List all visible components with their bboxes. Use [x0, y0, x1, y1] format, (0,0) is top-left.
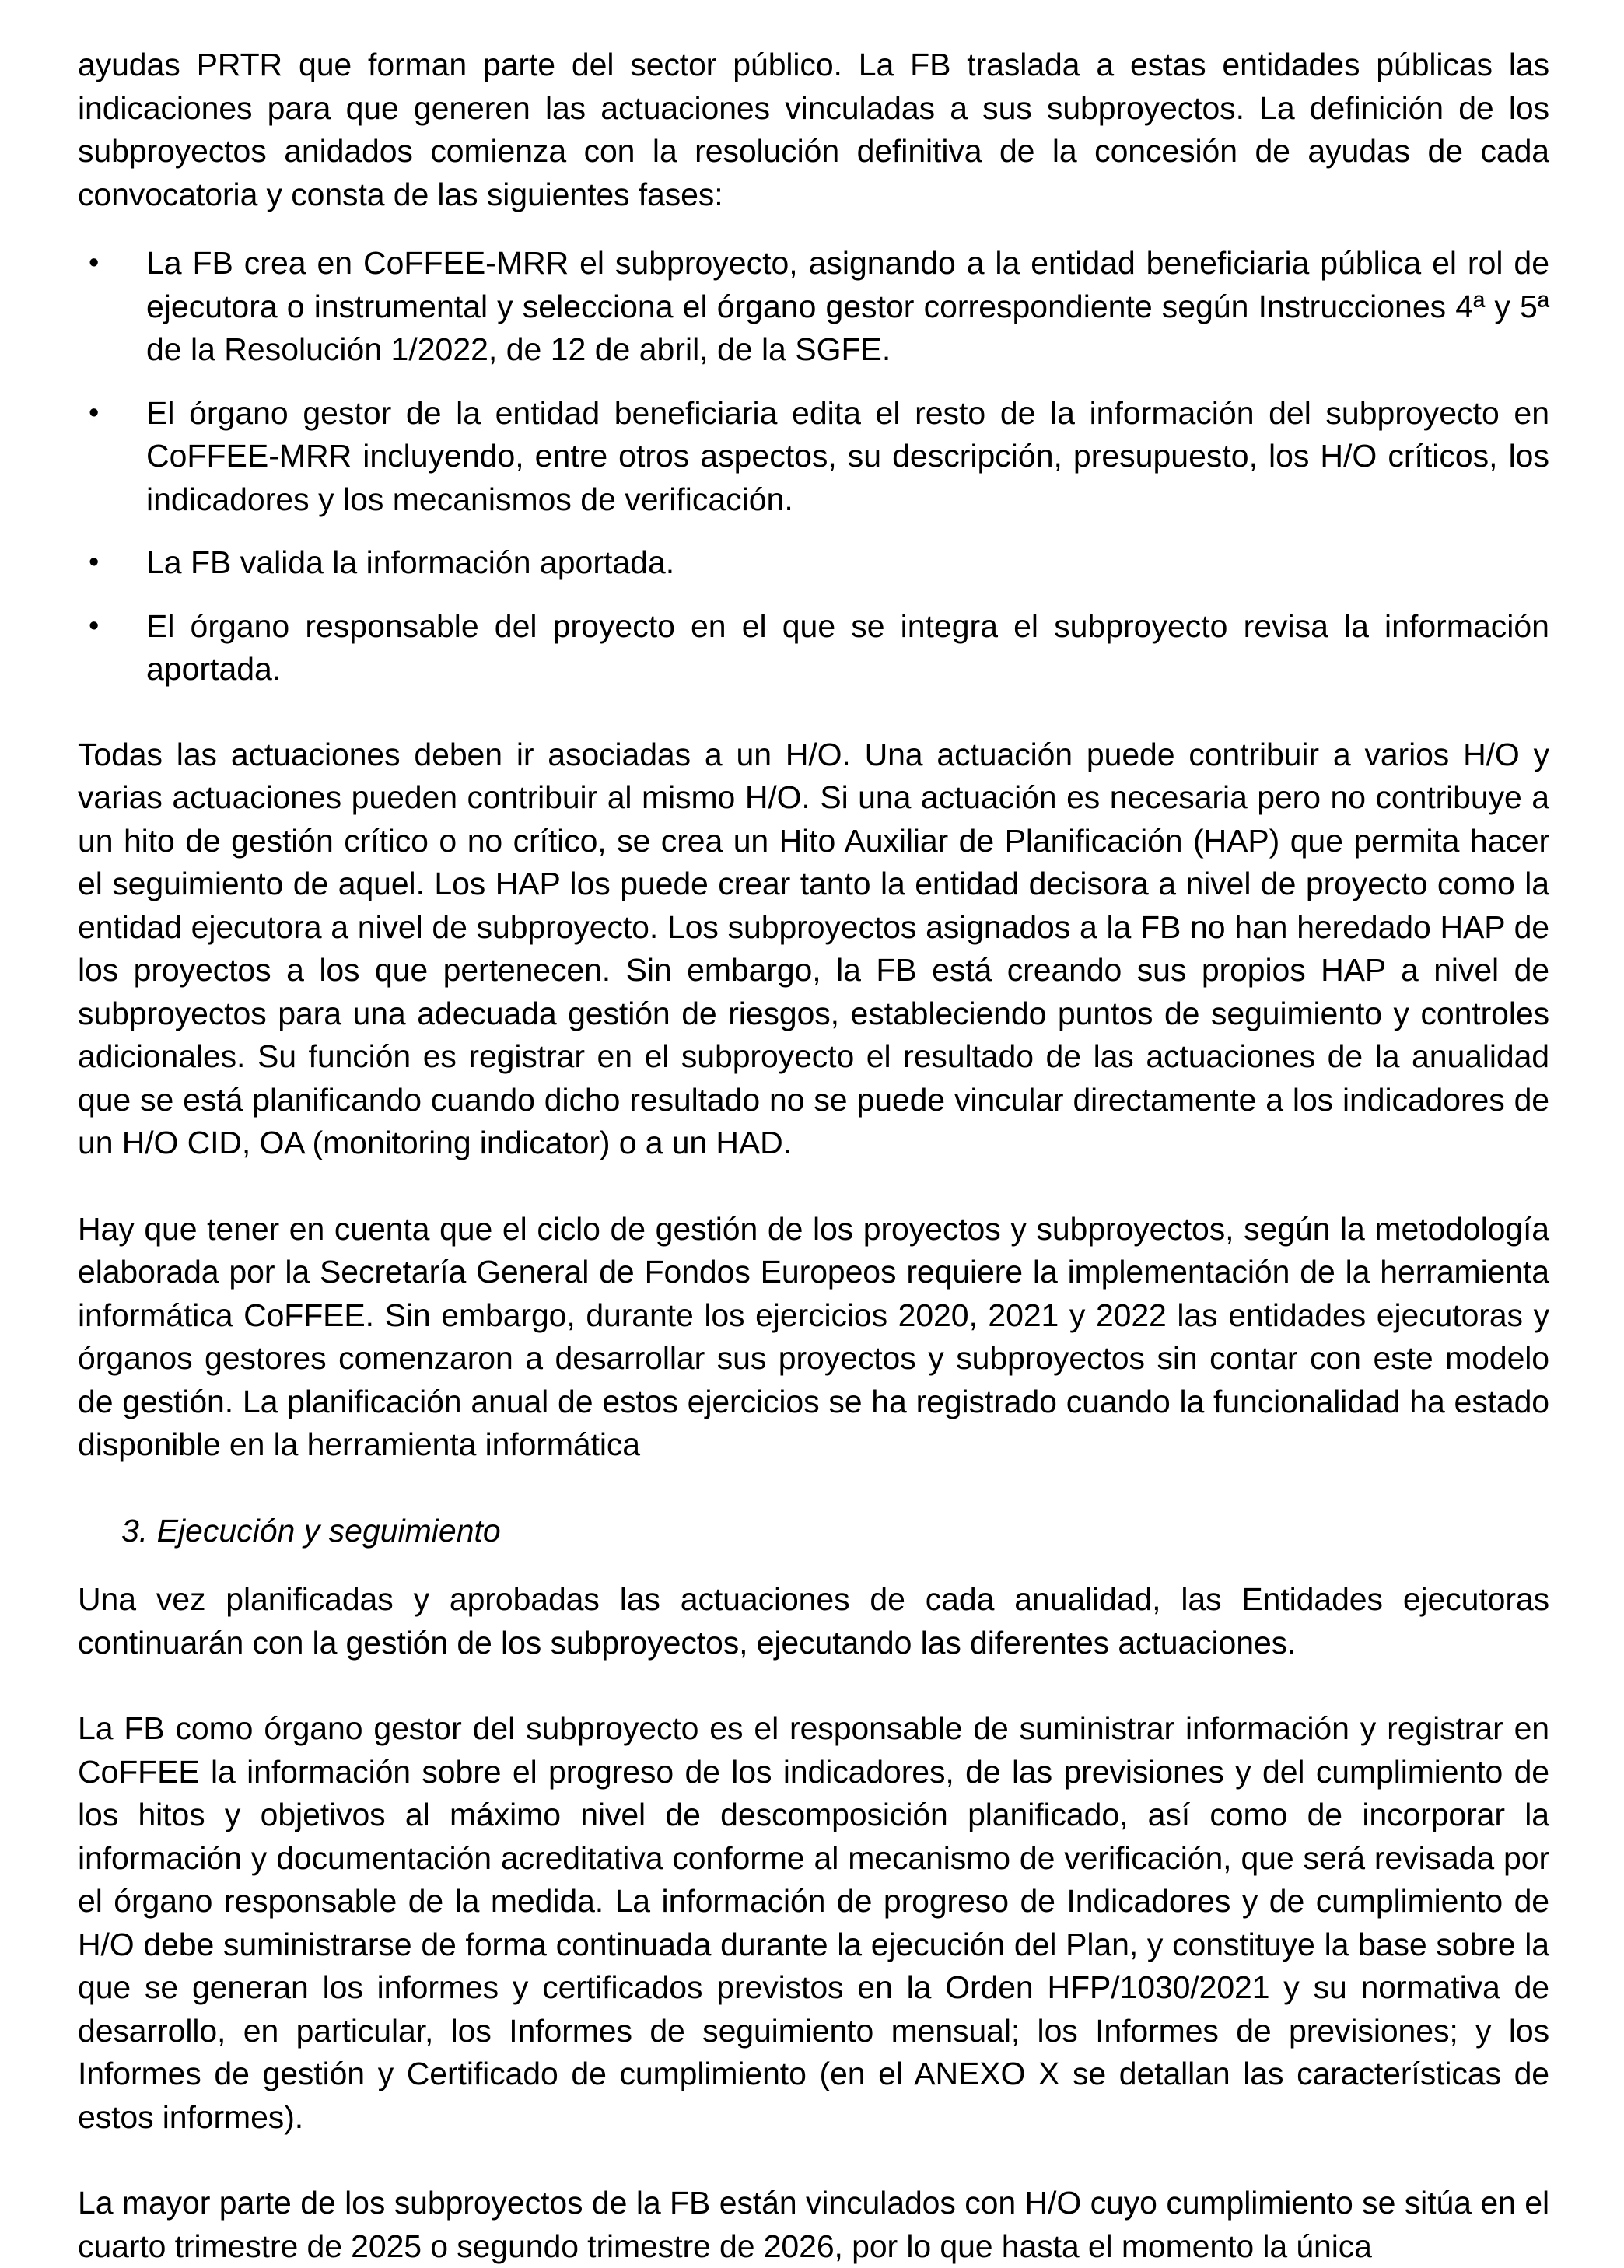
block-spacer	[78, 2165, 1549, 2182]
fases-bullet-list	[78, 242, 1549, 691]
paragraph-intro: ayudas PRTR que forman parte del sector público. La FB traslada a estas entidades públicas las indicaciones para que generen las actuaciones vinculadas a sus subproyectos. La definición de los subproyectos anidados comienza con la resolución definitiva de la concesión de ayudas de cada convocatoria y consta de las siguientes fases:	[78, 47, 1549, 212]
list-item-text: La FB valida la información aportada.	[146, 544, 675, 580]
block-spacer	[78, 1191, 1549, 1208]
paragraph-mayor-parte-subproyectos: La mayor parte de los subproyectos de la FB están vinculados con H/O cuyo cumplimiento se sitúa en el cuarto trimestre de 2025 o segundo trimestre de 2026, por lo que hasta el momento la única	[78, 2185, 1549, 2264]
section-heading-ejecucion-seguimiento: 3. Ejecución y seguimiento	[121, 1512, 501, 1549]
bullet-point-icon: •	[89, 247, 100, 279]
list-item-text: El órgano gestor de la entidad beneficiaria edita el resto de la información del subproyecto en CoFFEE-MRR incluyendo, entre otros aspectos, su descripción, presupuesto, los H/O críticos, los indicadores y los mecanismos de verificación.	[146, 394, 1549, 517]
paragraph-la-fb-organo-gestor: La FB como órgano gestor del subproyecto es el responsable de suministrar información y registrar en CoFFEE la información sobre el progreso de los indicadores, de las previsiones y del cumplimiento de los hitos y objetivos al máximo nivel de descomposición planificado, así como de incorporar la información y documentación acreditativa conforme al mecanismo de verificación, que será revisada por el órgano responsable de la medida. La información de progreso de Indicadores y de cumplimiento de H/O debe suministrarse de forma continuada durante la ejecución del Plan, y constituye la base sobre la que se generan los informes y certificados previstos en la Orden HFP/1030/2021 y su normativa de desarrollo, en particular, los Informes de seguimiento mensual; los Informes de previsiones; y los Informes de gestión y Certificado de cumplimiento (en el ANEXO X se detallan las características de estos informes).	[78, 1710, 1549, 2135]
bullet-point-icon: •	[89, 609, 100, 642]
paragraph-ciclo-gestion: Hay que tener en cuenta que el ciclo de gestión de los proyectos y subproyectos, según la metodología elaborada por la Secretaría General de Fondos Europeos requiere la implementación de la herramienta informática CoFFEE. Sin embargo, durante los ejercicios 2020, 2021 y 2022 las entidades ejecutoras y órganos gestores comenzaron a desarrollar sus proyectos y subproyectos sin contar con este modelo de gestión. La planificación anual de estos ejercicios se ha registrado cuando la funcionalidad ha estado disponible en la herramienta informática	[78, 1210, 1549, 1462]
bullet-point-icon: •	[89, 396, 100, 429]
paragraph-una-vez-planificadas: Una vez planificadas y aprobadas las actuaciones de cada anualidad, las Entidades ejecutoras continuarán con la gestión de los subproyectos, ejecutando las diferentes actuaciones.	[78, 1581, 1549, 1661]
list-item-text: La FB crea en CoFFEE-MRR el subproyecto, asignando a la entidad beneficiaria pública el rol de ejecutora o instrumental y selecciona el órgano gestor correspondiente según Instrucciones 4ª y 5ª de la Resolución 1/2022, de 12 de abril, de la SGFE.	[146, 245, 1549, 367]
block-spacer	[78, 1690, 1549, 1707]
list-item-text: El órgano responsable del proyecto en el que se integra el subproyecto revisa la información aportada.	[146, 607, 1549, 687]
list-item	[78, 392, 1549, 522]
list-item	[78, 541, 1549, 585]
block-spacer	[78, 707, 1549, 733]
list-item	[78, 242, 1549, 372]
block-spacer	[78, 1493, 1549, 1510]
bullet-point-icon: •	[89, 546, 100, 579]
paragraph-actuaciones: Todas las actuaciones deben ir asociadas a un H/O. Una actuación puede contribuir a varios H/O y varias actuaciones pueden contribuir al mismo H/O. Si una actuación es necesaria pero no contribuye a un hito de gestión crítico o no crítico, se crea un Hito Auxiliar de Planificación (HAP) que permita hacer el seguimiento de aquel. Los HAP los puede crear tanto la entidad decisora a nivel de proyecto como la entidad ejecutora a nivel de subproyecto. Los subproyectos asignados a la FB no han heredado HAP de los proyectos a los que pertenecen. Sin embargo, la FB está creando sus propios HAP a nivel de subproyectos para una adecuada gestión de riesgos, estableciendo puntos de seguimiento y controles adicionales. Su función es registrar en el subproyecto el resultado de las actuaciones de la anualidad que se está planificando cuando dicho resultado no se puede vincular directamente a los indicadores de un H/O CID, OA (monitoring indicator) o a un HAD.	[78, 736, 1549, 1160]
list-item	[78, 605, 1549, 691]
